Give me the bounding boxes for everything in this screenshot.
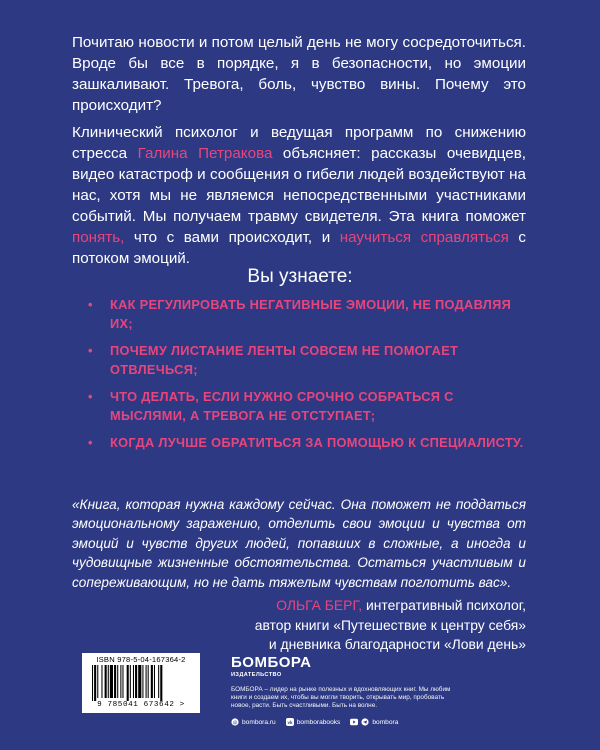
barcode-bar [146,665,147,698]
author-name-highlight: Галина Петракова [137,145,273,162]
barcode-bars-icon [89,665,193,701]
description-paragraph [72,122,526,269]
bullet-dot: • [88,389,93,404]
desc-text-2: объясняет: рассказы очевидцев, видео катастроф и сообщения о гибели людей воздействуют на нас, хотя мы не являемся непосредственными участниками событий. Мы получаем травму свидетеля. Эта книга поможет [72,145,527,225]
desc-text-1: Клинический психолог и ведущая программ по снижению стресса [72,124,526,162]
learn-item-text: КОГДА ЛУЧШЕ ОБРАТИТЬСЯ ЗА ПОМОЩЬЮ К СПЕЦИАЛИСТУ. [110,435,524,450]
barcode-bar [151,665,153,698]
attribution-line-2: автор книги «Путешествие к центру себя» [254,616,526,633]
svg-text:vk: vk [287,719,293,725]
isbn-text: ISBN 978-5-04-167364-2 [96,655,186,664]
telegram-icon [361,718,369,726]
learn-item [88,387,528,425]
globe-icon [231,718,239,726]
publisher-block [231,655,531,726]
reviewer-role: интегративный психолог, [362,597,526,613]
barcode-bar [94,665,96,701]
learn-item-text: ПОЧЕМУ ЛИСТАНИЕ ЛЕНТЫ СОВСЕМ НЕ ПОМОГАЕТ ОТВЛЕЧЬСЯ; [110,343,459,377]
barcode-number: 9 785041 673642 > [97,701,185,709]
quote-attribution [200,596,526,655]
attribution-line-1 [200,596,526,616]
youtube-icon [350,718,358,726]
attribution-line-3: и дневника благодарности «Лови день» [268,636,526,653]
barcode-bar [138,665,141,698]
barcode-bar [158,665,159,698]
publisher-description: БОМБОРА – лидер на рынке полезных и вдохновляющих книг. Мы любим книги и создаем их, чтобы вы могли творить, открывать мир, пробовать новое, расти. Быть счастливыми. Быть на волне. [231,686,451,709]
barcode-bar [117,665,118,698]
highlight-cope: научиться справляться [339,229,509,246]
learn-item [88,295,528,333]
review-quote: «Книга, которая нужна каждому сейчас. Она поможет не поддаться эмоциональному заражению, отделить свои эмоции и чувства от эмоций и чувств других людей, попавших в сложные, а иногда и чудовищные жизненные обстоятельства. Остаться участливым и сопереживающим, но не дать тяжелым чувствам поглотить вас». [72,497,526,590]
learn-heading: Вы узнаете: [247,266,353,287]
barcode-bar [114,665,116,698]
barcode-bar [133,665,134,698]
website-link[interactable]: @ bombora.ru [232,718,276,726]
barcode [82,653,200,713]
barcode-bar [135,665,137,698]
publisher-subtitle: ИЗДАТЕЛЬСТВО [231,672,282,678]
barcode-bar [92,665,93,701]
bullet-dot: • [88,435,93,450]
barcode-bar [154,665,155,698]
barcode-bar [120,665,121,698]
barcode-bar [105,665,107,698]
publisher-links [231,718,531,726]
learn-item [88,341,528,379]
learn-item-text: ЧТО ДЕЛАТЬ, ЕСЛИ НУЖНО СРОЧНО СОБРАТЬСЯ С МЫСЛЯМИ, А ТРЕВОГА НЕ ОТСТУПАЕТ; [110,389,454,423]
learn-item [88,433,528,452]
vk-icon [286,718,294,726]
barcode-bar [142,665,143,698]
svg-text:@: @ [232,720,238,726]
barcode-bar [130,665,131,698]
social-links[interactable]: bombora [350,718,398,726]
learn-item-text: КАК РЕГУЛИРОВАТЬ НЕГАТИВНЫЕ ЭМОЦИИ, НЕ ПОДАВЛЯЯ ИХ; [110,297,512,331]
barcode-bar [160,665,162,701]
bullet-dot: • [88,343,93,358]
desc-text-4: с потоком эмоций. [72,229,526,267]
bullet-dot: • [88,297,93,312]
barcode-bar [108,665,109,698]
vk-link[interactable]: vk bomborabooks [287,718,341,726]
publisher-logo: БОМБОРА [231,654,312,671]
barcode-bar [110,665,113,698]
learn-list [88,295,528,460]
barcode-bar [97,665,98,698]
barcode-bar [127,665,129,701]
reviewer-name: ОЛЬГА БЕРГ, [276,597,363,613]
barcode-bar [101,665,102,698]
barcode-bar [148,665,149,698]
barcode-bar [122,665,123,698]
intro-paragraph: Почитаю новости и потом целый день не могу сосредоточиться. Вроде бы все в порядке, я в безопасности, но эмоции зашкаливают. Тревога, боль, чувство вины. Почему это происходит? [72,34,526,114]
desc-text-3: что с вами происходит, и [124,229,340,246]
highlight-understand: понять, [72,229,125,246]
